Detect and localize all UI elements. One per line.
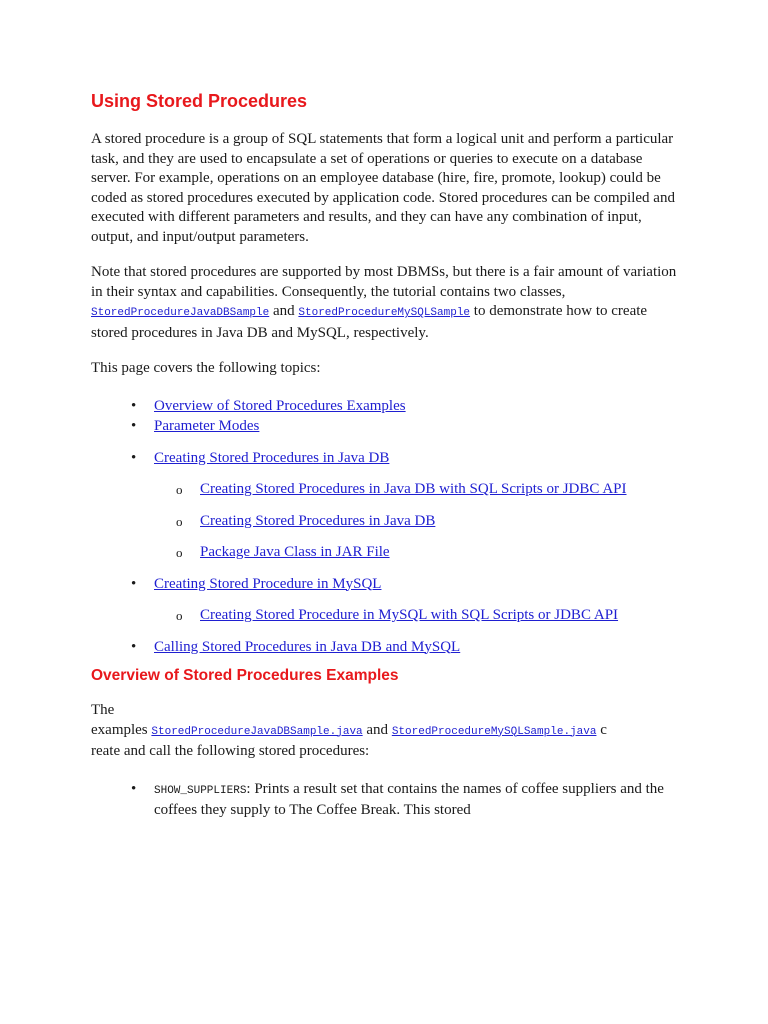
document-content [91,88,681,821]
subtopic-link-mysql-scripts[interactable]: Creating Stored Procedure in MySQL with SQL Scripts or JDBC API [200,607,619,623]
list-item [154,543,681,563]
list-item [91,397,681,417]
list-item [91,417,681,437]
examples-word: examples [91,721,152,738]
procedures-list [91,780,681,821]
note-text-start: Note that stored procedures are supported by most DBMSs, but there is a fair amount of variation in their syntax and capabilities. Consequently, the tutorial contains two classes, [91,264,677,300]
list-item [91,780,681,821]
page-title: Using Stored Procedures [91,91,308,111]
bullet-circle: o [176,482,183,497]
bullet-circle: o [176,608,183,623]
topic-link-calling[interactable]: Calling Stored Procedures in Java DB and MySQL [154,638,461,655]
list-item [91,638,681,658]
list-item [91,449,681,563]
bullet-circle: o [176,545,183,560]
note-and: and [269,303,299,319]
class-link-mysql[interactable]: StoredProcedureMySQLSample [298,307,471,319]
list-item [154,480,681,500]
bullet-disc: • [131,575,137,592]
bullet-circle: o [176,513,183,529]
topic-link-parameter-modes[interactable]: Parameter Modes [154,418,260,434]
list-item [91,575,681,626]
topic-link-creating-mysql[interactable]: Creating Stored Procedure in MySQL [154,575,382,592]
subtopic-link-javadb-create[interactable]: Creating Stored Procedures in Java DB [200,512,436,529]
bullet-disc: • [131,418,137,434]
procedure-name-code: SHOW_SUPPLIERS [154,784,247,797]
examples-paragraph [91,701,681,762]
class-link-javadb[interactable]: StoredProcedureJavaDBSample [91,307,270,319]
mysql-subtopics-list [154,606,681,626]
topic-link-overview[interactable]: Overview of Stored Procedures Examples [154,397,406,414]
dbms-note-paragraph [91,263,681,343]
overview-heading: Overview of Stored Procedures Examples [91,667,399,684]
bullet-disc: • [131,397,137,414]
list-item [154,512,681,532]
bullet-disc: • [131,780,137,797]
intro-paragraph: A stored procedure is a group of SQL statements that form a logical unit and perform a particular task, and they are used to encapsulate a set of operations or queries to execute on a database server. For example, operations on an employee database (hire, fire, promote, lookup) could be coded as stored procedures executed by application code. Stored procedures can be compiled and executed with different parameters and results, and they can have any combination of input, output, and input/output parameters. [91,131,675,245]
examples-line-two: reate and call the following stored procedures: [91,743,370,759]
examples-c: c [596,721,607,738]
procedure-description: : Prints a result set that contains the names of coffee suppliers and the coffees they supply to The Coffee Break. This stored [154,780,664,818]
subtopic-link-jar-file[interactable]: Package Java Class in JAR File [200,544,390,560]
file-link-javadb[interactable]: StoredProcedureJavaDBSample.java [151,725,363,738]
topic-link-creating-javadb[interactable]: Creating Stored Procedures in Java DB [154,449,390,466]
topics-intro: This page covers the following topics: [91,360,321,376]
file-link-mysql[interactable]: StoredProcedureMySQLSample.java [391,725,597,738]
examples-and: and [362,721,392,738]
bullet-disc: • [131,449,137,466]
examples-the: The [91,702,115,718]
subtopic-link-javadb-scripts[interactable]: Creating Stored Procedures in Java DB with SQL Scripts or JDBC API [200,481,627,497]
bullet-disc: • [131,638,137,655]
note-text-end: to demonstrate how to create stored procedures in Java DB and MySQL, respectively. [91,303,648,341]
list-item [154,606,681,626]
topics-list [91,397,681,658]
javadb-subtopics-list [154,480,681,563]
